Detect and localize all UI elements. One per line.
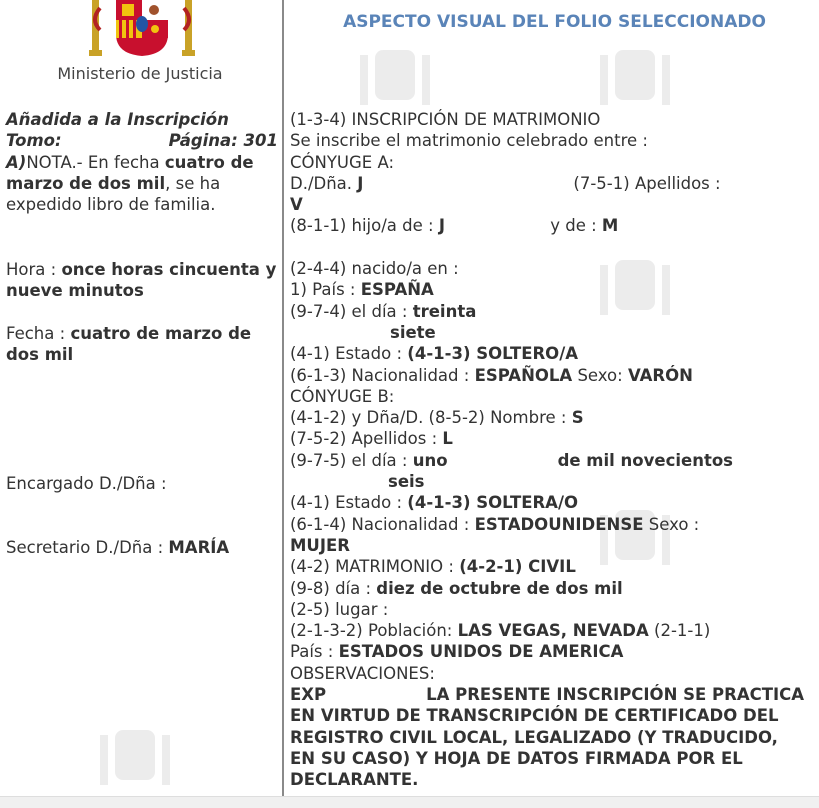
fecha-label: Fecha : xyxy=(6,324,71,343)
folio-line xyxy=(290,215,815,236)
nota-date: cuatro de marzo de dos mil xyxy=(6,152,254,193)
poblacion-value: LAS VEGAS, NEVADA xyxy=(457,621,649,641)
coat-of-arms-icon xyxy=(86,0,198,58)
father-name: J xyxy=(438,216,445,236)
mother-name: M xyxy=(601,216,619,236)
dia-value: treinta xyxy=(412,301,477,321)
pais-matrimonio-value: ESTADOS UNIDOS DE AMERICA xyxy=(338,642,624,662)
dia-value-cont: siete xyxy=(390,322,436,342)
lugar-label: (2-5) lugar : xyxy=(290,599,389,619)
nacido-label: (2-4-4) nacido/a en : xyxy=(290,259,459,279)
folio-line xyxy=(290,365,815,386)
secretario-label: Secretario D./Dña : xyxy=(6,538,169,557)
observaciones-text xyxy=(290,684,805,790)
horizontal-scrollbar[interactable] xyxy=(0,796,819,808)
estado-value: (4-1-3) SOLTERO/A xyxy=(407,344,579,364)
y-de-label: y de : xyxy=(544,216,602,236)
nombre-label: (4-1-2) y Dña/D. (8-5-2) Nombre : xyxy=(290,408,572,428)
nota-letter: A) xyxy=(6,152,27,172)
encargado-label: Encargado D./Dña : xyxy=(6,474,167,493)
sexo-b-label: Sexo : xyxy=(643,514,700,534)
page-value: 301 xyxy=(243,131,278,151)
pais-label: 1) País : xyxy=(290,280,361,300)
folio-line xyxy=(290,450,815,471)
nota-text xyxy=(6,152,278,216)
folio-line xyxy=(290,492,815,513)
estado-b-label: (4-1) Estado : xyxy=(290,493,408,513)
fecha-matrimonio-label: (9-8) día : xyxy=(290,578,377,598)
nacionalidad-value: ESPAÑOLA xyxy=(474,365,573,385)
folio-line xyxy=(290,556,815,577)
folio-line: (1-3-4) INSCRIPCIÓN DE MATRIMONIO xyxy=(290,110,601,129)
poblacion-label: (2-1-3-2) Población: xyxy=(290,621,458,641)
page-field xyxy=(169,130,278,151)
pais-matrimonio-label: País : xyxy=(290,642,339,662)
folio-title: ASPECTO VISUAL DEL FOLIO SELECCIONADO xyxy=(343,12,766,32)
folio-line xyxy=(290,279,815,300)
estado-label: (4-1) Estado : xyxy=(290,344,408,364)
apellidos-b-value: L xyxy=(442,429,453,449)
dia-b-value-2: de mil novecientos xyxy=(557,450,734,470)
dia-label: (9-7-4) el día : xyxy=(290,301,413,321)
hora-label: Hora : xyxy=(6,260,62,279)
dia-b-value-cont: seis xyxy=(388,472,425,492)
fecha-block xyxy=(6,323,278,366)
nota-prefix: NOTA.- En fecha xyxy=(26,152,165,172)
nota-suffix: , se ha expedido libro de familia. xyxy=(6,173,221,215)
ministry-label: Ministerio de Justicia xyxy=(57,64,223,83)
dia-b-value: uno xyxy=(412,450,448,470)
dia-b-label: (9-7-5) el día : xyxy=(290,450,413,470)
dna-label: D./Dña. xyxy=(290,173,358,193)
hijo-label: (8-1-1) hijo/a de : xyxy=(290,216,439,236)
folio-line xyxy=(290,641,815,662)
folio-line xyxy=(290,514,815,535)
column-divider xyxy=(282,0,284,796)
apellidos-label: (7-5-1) Apellidos : xyxy=(573,173,721,193)
added-note-block xyxy=(6,109,278,215)
estado-b-value: (4-1-3) SOLTERA/O xyxy=(407,493,579,513)
fecha-value: cuatro de marzo de dos mil xyxy=(6,324,252,365)
observaciones-label: OBSERVACIONES: xyxy=(290,663,435,683)
secretario-block xyxy=(6,537,278,558)
folio-line xyxy=(290,173,815,194)
hora-block xyxy=(6,259,278,302)
nacionalidad-label: (6-1-3) Nacionalidad : xyxy=(290,365,475,385)
folio-line xyxy=(290,578,815,599)
matrimonio-value: (4-2-1) CIVIL xyxy=(459,557,576,577)
fecha-matrimonio-value: diez de octubre de dos mil xyxy=(376,578,623,598)
folio-line xyxy=(290,343,815,364)
spouse-a-name: J xyxy=(357,173,364,193)
nacionalidad-b-value: ESTADOUNIDENSE xyxy=(474,514,644,534)
sexo-label: Sexo: xyxy=(572,365,628,385)
page-label: Página: xyxy=(168,131,238,151)
hora-value: once horas cincuenta y nueve minutos xyxy=(6,260,277,301)
folio-content xyxy=(290,109,815,791)
nombre-value: S xyxy=(571,408,584,428)
folio-line: CÓNYUGE A: xyxy=(290,152,395,172)
matrimonio-label: (4-2) MATRIMONIO : xyxy=(290,557,460,577)
folio-line xyxy=(290,428,815,449)
folio-line xyxy=(290,407,815,428)
tomo-label: Tomo: xyxy=(6,131,62,151)
spouse-a-surname: V xyxy=(290,195,303,215)
apellidos-b-label: (7-5-2) Apellidos : xyxy=(290,429,443,449)
sexo-value: VARÓN xyxy=(627,365,693,385)
folio-line: Se inscribe el matrimonio celebrado entre : xyxy=(290,131,648,151)
tomo-page-row xyxy=(6,130,278,151)
poblacion-code: (2-1-1) xyxy=(648,621,711,641)
sexo-b-value: MUJER xyxy=(290,535,350,555)
pais-value: ESPAÑA xyxy=(360,280,434,300)
nacionalidad-b-label: (6-1-4) Nacionalidad : xyxy=(290,514,475,534)
obs-body: LA PRESENTE INSCRIPCIÓN SE PRACTICA EN VIRTUD DE TRANSCRIPCIÓN DE CERTIFICADO DEL REGISTRO CIVIL LOCAL, LEGALIZADO (Y TRADUCIDO, EN SU CASO) Y HOJA DE DATOS FIRMADA POR EL DECLARANTE. xyxy=(290,685,804,790)
left-panel xyxy=(0,0,282,796)
secretario-value: MARÍA xyxy=(168,538,230,557)
added-title: Añadida a la Inscripción xyxy=(6,110,229,129)
folio-line xyxy=(290,301,815,322)
folio-line xyxy=(290,620,815,641)
obs-exp: EXP xyxy=(290,685,327,705)
folio-line: CÓNYUGE B: xyxy=(290,386,395,406)
folio-panel xyxy=(290,0,819,796)
